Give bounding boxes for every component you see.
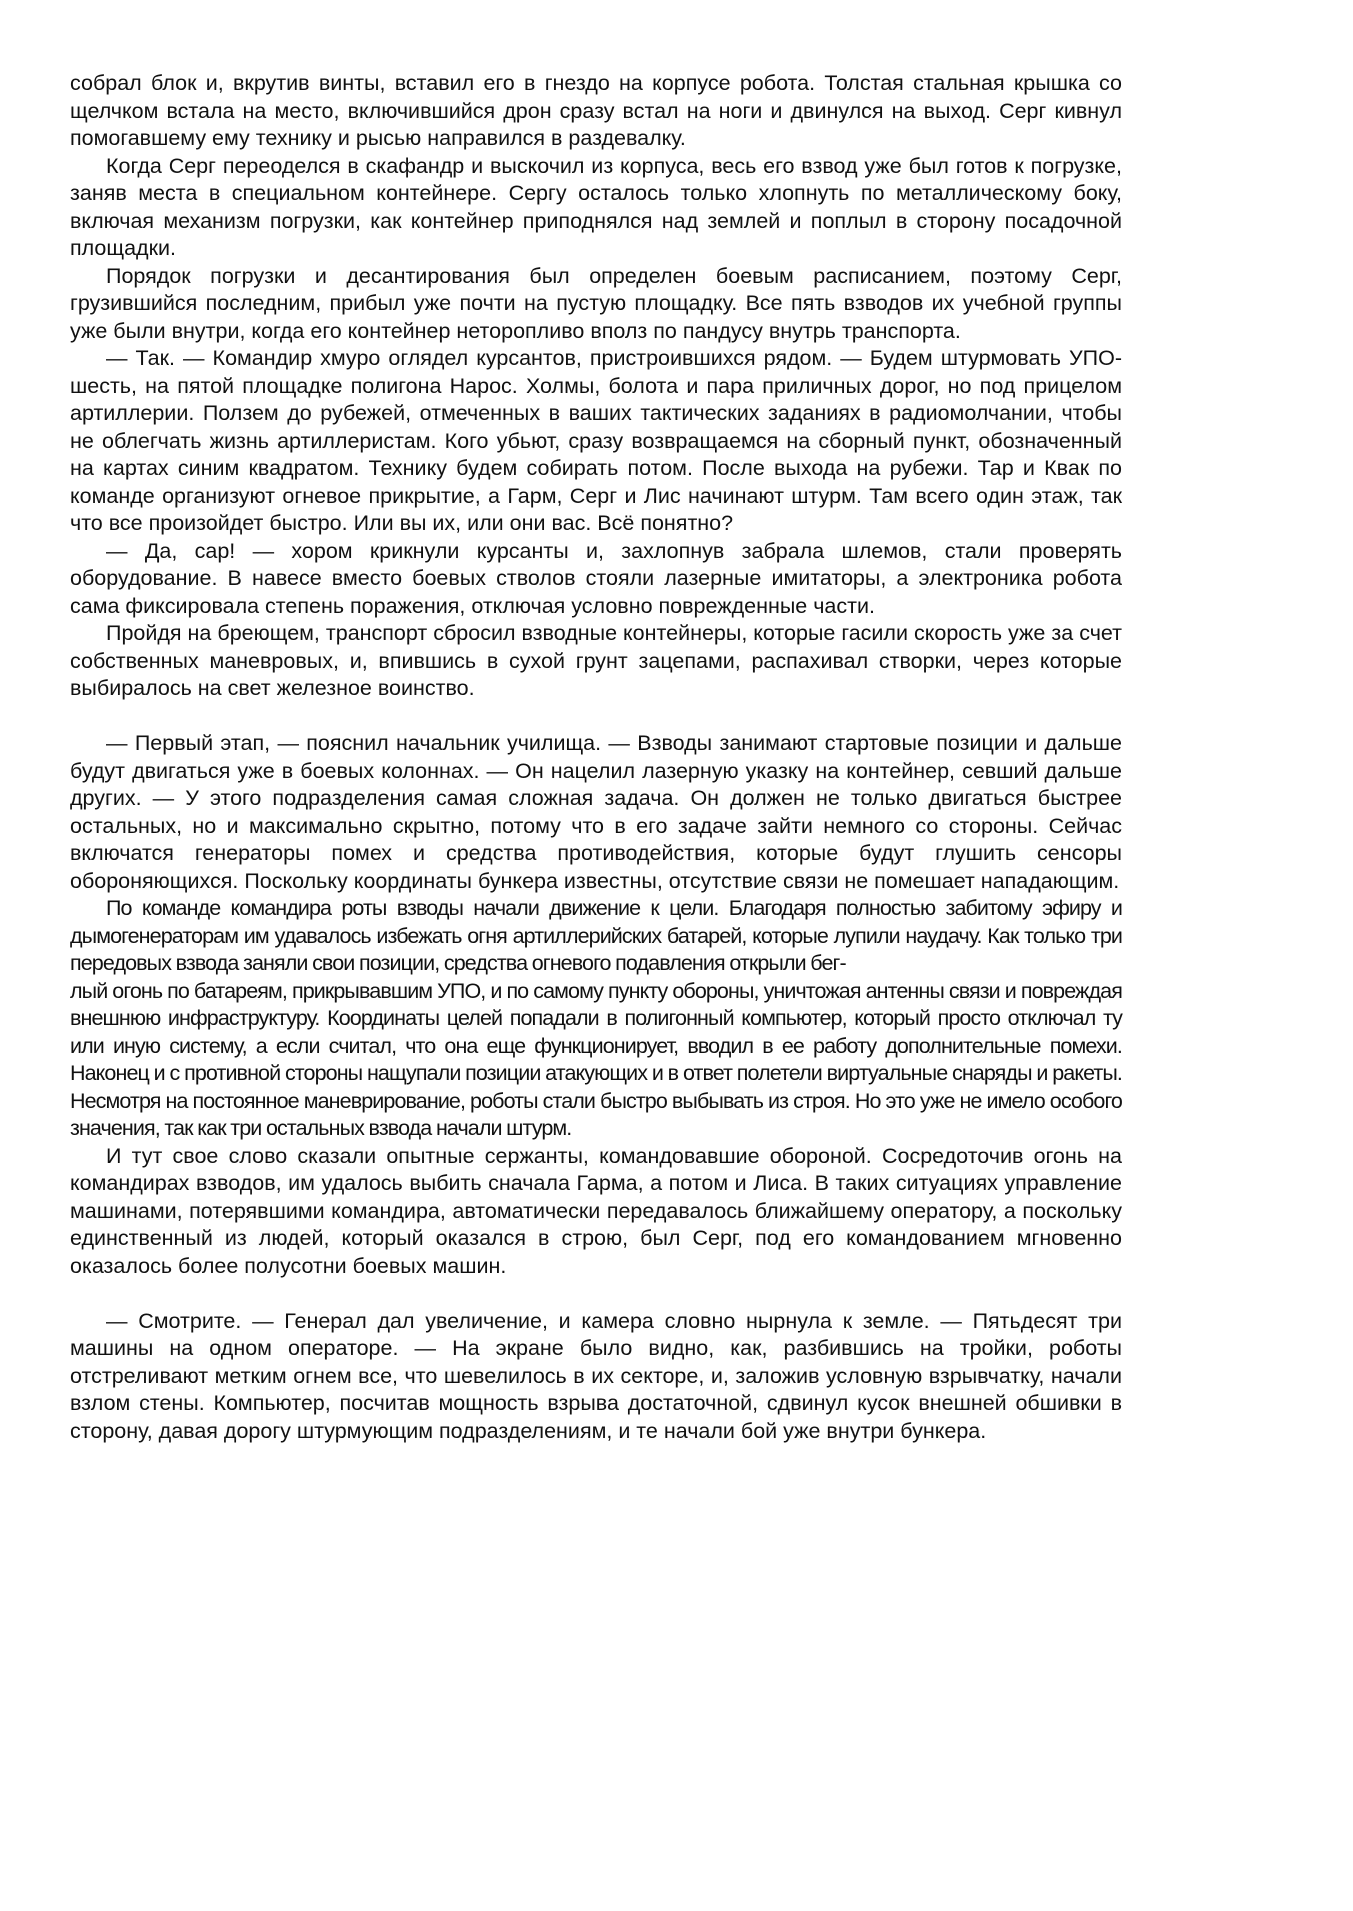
paragraph-9: лый огонь по батареям, прикрывавшим УПО, и по самому пункту обороны, уничтожая антенны связи и повреждая внешнюю инфраструктуру. Координаты целей попадали в полигонный компьютер, который просто отключал ту или иную систему, а если считал, что она еще функционирует, вводил в ее работу дополнительные помехи. Наконец и с противной стороны нащупали позиции атакующих и в ответ полетели виртуальные снаряды и ракеты. Несмотря на постоянное маневрирование, роботы стали быстро выбывать из строя. Но это уже не имело особого значения, так как три остальных взвода начали штурм. <box>70 978 1122 1140</box>
paragraph-1: собрал блок и, вкрутив винты, вставил его в гнездо на корпусе робота. Толстая стальная крышка со щелчком встала на место, включившийся дрон сразу встал на ноги и двинулся на выход. Серг кивнул помогавшему ему технику и рысью направился в раздевалку. <box>70 71 1122 150</box>
paragraph-5: — Да, сар! — хором крикнули курсанты и, захлопнув забрала шлемов, стали проверять оборудование. В навесе вместо боевых стволов стояли лазерные имитаторы, а электроника робота сама фиксировала степень поражения, отключая условно поврежденные части. <box>70 538 1122 618</box>
paragraph-6: Пройдя на бреющем, транспорт сбросил взводные контейнеры, которые гасили скорость уже за счет собственных маневровых, и, впившись в сухой грунт зацепами, распахивал створки, через которые выбиралось на свет железное воинство. <box>70 621 1122 700</box>
paragraph-3: Порядок погрузки и десантирования был определен боевым расписанием, поэтому Серг, грузившийся последним, прибыл уже почти на пустую площадку. Все пять взводов их учебной группы уже были внутри, когда его контейнер неторопливо вполз по пандусу внутрь транспорта. <box>70 263 1122 343</box>
section-break <box>70 1280 1122 1308</box>
paragraph-10: И тут свое слово сказали опытные сержанты, командовавшие обороной. Сосредоточив огонь на командирах взводов, им удалось выбить сначала Гарма, а потом и Лиса. В таких ситуациях управление машинами, потерявшими командира, автоматически передавалось ближайшему оператору, а поскольку единственный из людей, который оказался в строю, был Серг, под его командованием мгновенно оказалось более полусотни боевых машин. <box>70 1143 1122 1278</box>
paragraph-8: По команде командира роты взводы начали движение к цели. Благодаря полностью забитому эфиру и дымогенераторам им удавалось избежать огня артиллерийских батарей, которые лупили наудачу. Как только три передовых взвода заняли свои позиции, средства огневого подавления открыли бег- <box>70 896 1122 975</box>
paragraph-4: — Так. — Командир хмуро оглядел курсантов, пристроившихся рядом. — Будем штурмовать УПО-шесть, на пятой площадке полигона Нарос. Холмы, болота и пара приличных дорог, но под прицелом артиллерии. Ползем до рубежей, отмеченных в ваших тактических заданиях в радиомолчании, чтобы не облегчать жизнь артиллеристам. Кого убьют, сразу возвращаемся на сборный пункт, обозначенный на картах синим квадратом. Технику будем собирать потом. После выхода на рубежи. Тар и Квак по команде организуют огневое прикрытие, а Гарм, Серг и Лис начинают штурм. Там всего один этаж, так что все произойдет быстро. Или вы их, или они вас. Всё понятно? <box>70 346 1122 535</box>
section-break <box>70 703 1122 731</box>
paragraph-2: Когда Серг переоделся в скафандр и выскочил из корпуса, весь его взвод уже был готов к погрузке, заняв места в специальном контейнере. Сергу осталось только хлопнуть по металлическому боку, включая механизм погрузки, как контейнер приподнялся над землей и поплыл в сторону посадочной площадки. <box>70 153 1122 260</box>
document-page <box>70 70 1122 1445</box>
paragraph-11: — Смотрите. — Генерал дал увеличение, и камера словно нырнула к земле. — Пятьдесят три машины на одном операторе. — На экране было видно, как, разбившись на тройки, роботы отстреливают метким огнем все, что шевелилось в их секторе, и, заложив условную взрывчатку, начали взлом стены. Компьютер, посчитав мощность взрыва достаточной, сдвинул кусок внешней обшивки в сторону, давая дорогу штурмующим подразделениям, и те начали бой уже внутри бункера. <box>70 1308 1122 1443</box>
paragraph-7: — Первый этап, — пояснил начальник училища. — Взводы занимают стартовые позиции и дальше будут двигаться уже в боевых колоннах. — Он нацелил лазерную указку на контейнер, севший дальше других. — У этого подразделения самая сложная задача. Он должен не только двигаться быстрее остальных, но и максимально скрытно, потому что в его задаче зайти немного со стороны. Сейчас включатся генераторы помех и средства противодействия, которые будут глушить сенсоры обороняющихся. Поскольку координаты бункера известны, отсутствие связи не помешает нападающим. <box>70 731 1122 893</box>
